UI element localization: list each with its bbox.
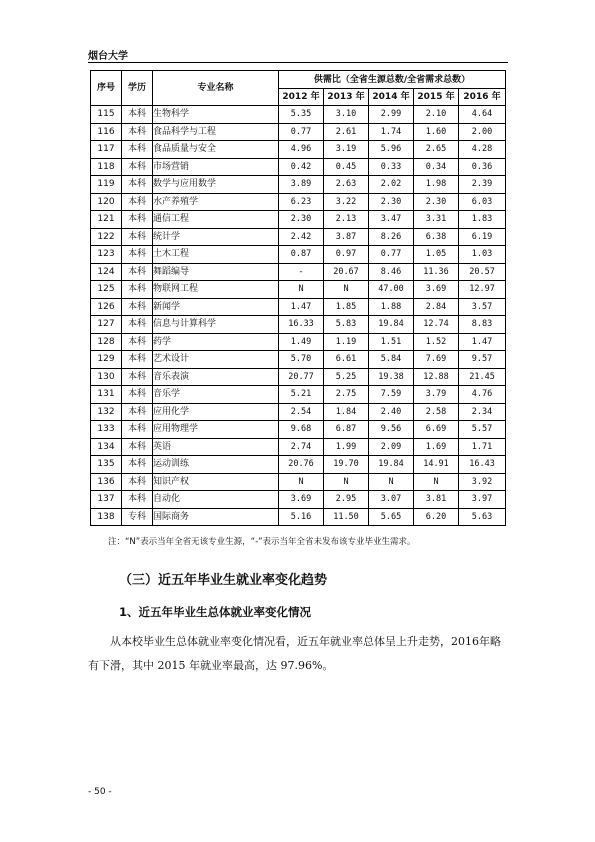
cell-2015: 6.20 [414,508,459,526]
cell-2015: 2.30 [414,193,459,211]
cell-2016: 5.57 [459,421,506,439]
cell-2012: 2.54 [279,403,324,421]
cell-level: 本科 [122,228,153,246]
col-header-major: 专业名称 [153,71,279,106]
cell-2012: 5.35 [279,106,324,124]
cell-2014: 5.96 [369,141,414,159]
cell-2014: 19.84 [369,456,414,474]
cell-2013: N [324,281,369,299]
cell-level: 专科 [122,508,153,526]
cell-no: 120 [91,193,122,211]
cell-no: 129 [91,351,122,369]
cell-no: 116 [91,123,122,141]
cell-2014: 8.26 [369,228,414,246]
cell-2013: 1.85 [324,298,369,316]
cell-level: 本科 [122,246,153,264]
table-row [91,368,506,386]
cell-2014: 5.65 [369,508,414,526]
cell-2016: 3.97 [459,491,506,509]
cell-2016: 4.64 [459,106,506,124]
cell-level: 本科 [122,298,153,316]
cell-2014: 1.51 [369,333,414,351]
cell-level: 本科 [122,106,153,124]
cell-2015: 1.05 [414,246,459,264]
cell-no: 134 [91,438,122,456]
cell-major: 土木工程 [153,246,279,264]
section-title: （三）近五年毕业生就业率变化趋势 [119,573,328,588]
cell-no: 118 [91,158,122,176]
table-row [91,456,506,474]
cell-major: 市场营销 [153,158,279,176]
cell-2016: 4.28 [459,141,506,159]
cell-2015: 2.10 [414,106,459,124]
cell-2016: 5.63 [459,508,506,526]
cell-2014: 5.84 [369,351,414,369]
cell-level: 本科 [122,368,153,386]
cell-2015: 3.79 [414,386,459,404]
cell-major: 音乐表演 [153,368,279,386]
cell-level: 本科 [122,403,153,421]
cell-2016: 1.83 [459,211,506,229]
cell-2013: N [324,473,369,491]
table-row [91,351,506,369]
cell-2012: 0.42 [279,158,324,176]
cell-2012: 5.16 [279,508,324,526]
cell-major: 水产养殖学 [153,193,279,211]
cell-2015: N [414,473,459,491]
table-note: 注：“N”表示当年全省无该专业生源，“-”表示当年全省未发布该专业毕业生需求。 [108,537,416,547]
cell-2013: 5.25 [324,368,369,386]
cell-2016: 8.83 [459,316,506,334]
cell-2012: 5.21 [279,386,324,404]
cell-level: 本科 [122,193,153,211]
col-header-year: 2012 年 [279,89,324,106]
table-row [91,421,506,439]
col-header-year: 2013 年 [324,89,369,106]
cell-no: 122 [91,228,122,246]
cell-level: 本科 [122,316,153,334]
cell-2015: 11.36 [414,263,459,281]
table-row [91,228,506,246]
cell-2016: 1.47 [459,333,506,351]
table-row [91,491,506,509]
table-row [91,316,506,334]
cell-no: 124 [91,263,122,281]
cell-no: 136 [91,473,122,491]
table-row [91,281,506,299]
table-row [91,176,506,194]
cell-2012: - [279,263,324,281]
table-row [91,123,506,141]
col-header-level: 学历 [122,71,153,106]
cell-2013: 6.87 [324,421,369,439]
table-row [91,508,506,526]
cell-2014: 1.74 [369,123,414,141]
cell-2014: 2.02 [369,176,414,194]
cell-2014: 19.38 [369,368,414,386]
cell-major: 艺术设计 [153,351,279,369]
cell-2016: 16.43 [459,456,506,474]
cell-2014: 3.07 [369,491,414,509]
cell-2015: 6.38 [414,228,459,246]
cell-2012: 3.89 [279,176,324,194]
header-divider [88,62,508,63]
cell-2014: 7.59 [369,386,414,404]
col-header-year: 2016 年 [459,89,506,106]
col-header-year: 2014 年 [369,89,414,106]
cell-2013: 0.97 [324,246,369,264]
cell-no: 131 [91,386,122,404]
cell-2015: 2.58 [414,403,459,421]
cell-2016: 12.97 [459,281,506,299]
cell-2012: 0.77 [279,123,324,141]
cell-2012: 3.69 [279,491,324,509]
cell-2016: 1.71 [459,438,506,456]
cell-2014: N [369,473,414,491]
cell-2013: 2.95 [324,491,369,509]
table-row [91,141,506,159]
cell-2015: 12.74 [414,316,459,334]
cell-level: 本科 [122,263,153,281]
cell-no: 135 [91,456,122,474]
cell-2013: 3.87 [324,228,369,246]
cell-2012: 20.76 [279,456,324,474]
cell-major: 食品质量与安全 [153,141,279,159]
table-row [91,106,506,124]
cell-2012: 5.70 [279,351,324,369]
cell-major: 药学 [153,333,279,351]
cell-2015: 6.69 [414,421,459,439]
cell-major: 新闻学 [153,298,279,316]
cell-2012: 1.47 [279,298,324,316]
cell-2016: 21.45 [459,368,506,386]
cell-2013: 1.84 [324,403,369,421]
cell-2016: 2.34 [459,403,506,421]
cell-major: 食品科学与工程 [153,123,279,141]
table-row [91,211,506,229]
cell-level: 本科 [122,123,153,141]
cell-no: 132 [91,403,122,421]
cell-2016: 0.36 [459,158,506,176]
cell-2014: 2.30 [369,193,414,211]
cell-2015: 12.88 [414,368,459,386]
cell-major: 国际商务 [153,508,279,526]
cell-level: 本科 [122,158,153,176]
cell-2013: 5.83 [324,316,369,334]
cell-2016: 6.03 [459,193,506,211]
cell-2012: N [279,281,324,299]
cell-2015: 3.31 [414,211,459,229]
cell-major: 运动训练 [153,456,279,474]
cell-level: 本科 [122,456,153,474]
cell-no: 123 [91,246,122,264]
cell-2013: 1.19 [324,333,369,351]
cell-2012: 9.68 [279,421,324,439]
cell-major: 音乐学 [153,386,279,404]
cell-major: 数学与应用数学 [153,176,279,194]
cell-2012: 4.96 [279,141,324,159]
cell-level: 本科 [122,351,153,369]
table-body [91,106,506,526]
cell-2015: 2.65 [414,141,459,159]
table-row [91,158,506,176]
cell-2014: 2.09 [369,438,414,456]
cell-level: 本科 [122,211,153,229]
cell-2013: 20.67 [324,263,369,281]
body-paragraph: 从本校毕业生总体就业率变化情况看，近五年就业率总体呈上升走势，2016年略有下滑，其中 2015 年就业率最高，达 97.96%。 [88,635,501,672]
cell-no: 137 [91,491,122,509]
cell-2012: N [279,473,324,491]
cell-2014: 0.77 [369,246,414,264]
cell-2014: 2.40 [369,403,414,421]
cell-2014: 3.47 [369,211,414,229]
cell-2013: 2.61 [324,123,369,141]
table-row [91,263,506,281]
cell-2014: 0.33 [369,158,414,176]
cell-level: 本科 [122,333,153,351]
cell-major: 应用物理学 [153,421,279,439]
cell-2013: 3.22 [324,193,369,211]
cell-2016: 4.76 [459,386,506,404]
cell-2016: 1.03 [459,246,506,264]
table-row [91,298,506,316]
cell-major: 自动化 [153,491,279,509]
cell-2014: 8.46 [369,263,414,281]
document-header-title: 烟台大学 [88,51,128,62]
cell-2014: 1.88 [369,298,414,316]
supply-demand-table [90,70,506,526]
table-row [91,193,506,211]
page-number: - 50 - [88,787,112,797]
cell-major: 英语 [153,438,279,456]
cell-level: 本科 [122,473,153,491]
col-header-year: 2015 年 [414,89,459,106]
cell-2013: 1.99 [324,438,369,456]
table-row [91,333,506,351]
cell-no: 115 [91,106,122,124]
cell-2015: 7.69 [414,351,459,369]
cell-no: 138 [91,508,122,526]
cell-major: 信息与计算科学 [153,316,279,334]
cell-2013: 2.63 [324,176,369,194]
cell-2012: 2.30 [279,211,324,229]
cell-2016: 20.57 [459,263,506,281]
cell-2016: 6.19 [459,228,506,246]
cell-2014: 2.99 [369,106,414,124]
cell-major: 知识产权 [153,473,279,491]
cell-major: 舞蹈编导 [153,263,279,281]
cell-major: 生物科学 [153,106,279,124]
cell-2013: 2.75 [324,386,369,404]
cell-level: 本科 [122,386,153,404]
cell-2013: 2.13 [324,211,369,229]
cell-2012: 20.77 [279,368,324,386]
cell-2014: 9.56 [369,421,414,439]
cell-2016: 3.92 [459,473,506,491]
cell-no: 117 [91,141,122,159]
cell-no: 126 [91,298,122,316]
cell-2016: 9.57 [459,351,506,369]
cell-2013: 0.45 [324,158,369,176]
cell-2012: 0.87 [279,246,324,264]
table-row [91,246,506,264]
cell-2014: 19.84 [369,316,414,334]
cell-2015: 14.91 [414,456,459,474]
cell-2016: 2.00 [459,123,506,141]
cell-2016: 2.39 [459,176,506,194]
cell-no: 133 [91,421,122,439]
cell-level: 本科 [122,421,153,439]
cell-major: 物联网工程 [153,281,279,299]
table-row [91,473,506,491]
cell-level: 本科 [122,141,153,159]
cell-level: 本科 [122,438,153,456]
cell-major: 统计学 [153,228,279,246]
table-row [91,438,506,456]
cell-no: 121 [91,211,122,229]
cell-no: 130 [91,368,122,386]
cell-no: 127 [91,316,122,334]
cell-no: 128 [91,333,122,351]
cell-2013: 19.70 [324,456,369,474]
cell-level: 本科 [122,281,153,299]
cell-2012: 16.33 [279,316,324,334]
cell-2015: 1.52 [414,333,459,351]
table-row [91,386,506,404]
cell-no: 119 [91,176,122,194]
cell-2013: 3.10 [324,106,369,124]
cell-major: 通信工程 [153,211,279,229]
cell-2012: 1.49 [279,333,324,351]
cell-2015: 1.60 [414,123,459,141]
cell-2015: 0.34 [414,158,459,176]
cell-2013: 3.19 [324,141,369,159]
subsection-title: 1、近五年毕业生总体就业率变化情况 [119,605,311,619]
cell-2012: 2.42 [279,228,324,246]
cell-2015: 1.69 [414,438,459,456]
cell-major: 应用化学 [153,403,279,421]
table-row [91,403,506,421]
cell-2012: 6.23 [279,193,324,211]
cell-2015: 2.84 [414,298,459,316]
cell-2016: 3.57 [459,298,506,316]
cell-2013: 6.61 [324,351,369,369]
cell-2013: 11.50 [324,508,369,526]
cell-level: 本科 [122,176,153,194]
col-header-supply-ratio: 供需比（全省生源总数/全省需求总数） [279,71,506,89]
cell-2015: 3.69 [414,281,459,299]
cell-level: 本科 [122,491,153,509]
col-header-no: 序号 [91,71,122,106]
cell-2012: 2.74 [279,438,324,456]
cell-2015: 3.81 [414,491,459,509]
cell-2014: 47.00 [369,281,414,299]
cell-no: 125 [91,281,122,299]
cell-2015: 1.98 [414,176,459,194]
